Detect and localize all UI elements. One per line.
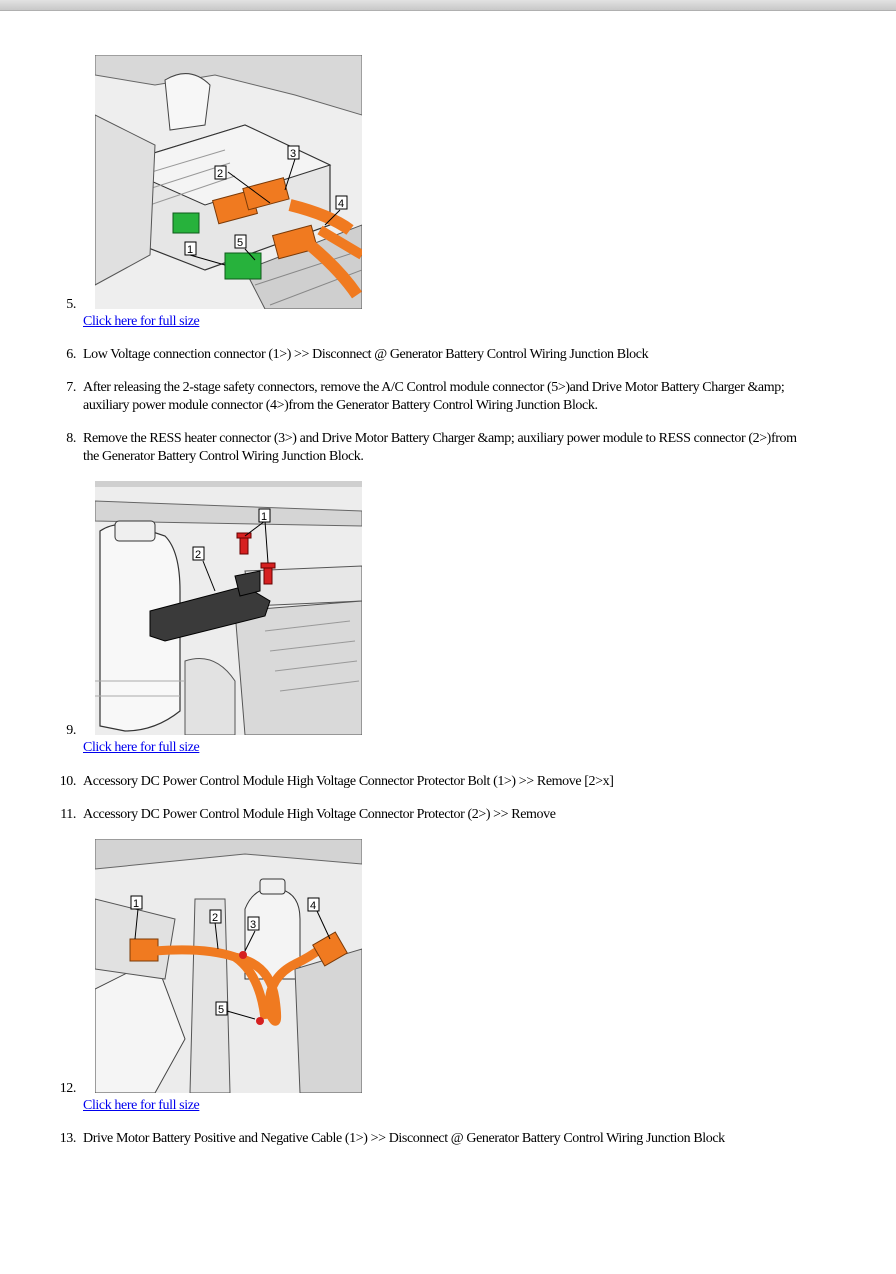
full-size-link-1[interactable]: Click here for full size (83, 314, 200, 329)
step-number: 6. (66, 347, 76, 362)
step-number: 11. (60, 807, 76, 822)
figure-3-callout-1: 1 (133, 898, 140, 910)
full-size-link-3[interactable]: Click here for full size (83, 1098, 200, 1113)
step-number: 10. (59, 774, 76, 789)
step-number: 13. (59, 1131, 76, 1146)
step-text: Accessory DC Power Control Module High Voltage Connector Protector (2>) >> Remove (83, 807, 556, 822)
step-number: 12. (59, 1081, 76, 1096)
step-number: 9. (66, 723, 76, 738)
figure-3-callout-3: 3 (250, 919, 257, 931)
figure-2-illustration (95, 481, 362, 735)
step-number: 8. (66, 431, 76, 446)
step-text: Low Voltage connection connector (1>) >> Disconnect @ Generator Battery Control Wiring Junction Block (83, 347, 649, 362)
full-size-link-2[interactable]: Click here for full size (83, 740, 200, 755)
figure-1-callout-5: 5 (237, 237, 244, 249)
figure-3-callout-4: 4 (310, 900, 317, 912)
figure-1-callout-3: 3 (290, 148, 297, 160)
figure-1-callout-2: 2 (217, 168, 224, 180)
figure-1-illustration (95, 55, 362, 309)
figure-3-illustration (95, 839, 362, 1093)
step-text-line-2: auxiliary power module connector (4>)from the Generator Battery Control Wiring Junction Block. (83, 398, 598, 413)
figure-3-callout-5: 5 (218, 1004, 225, 1016)
figure-1-callout-4: 4 (338, 198, 345, 210)
figure-1-callout-1: 1 (187, 244, 194, 256)
step-text-line-2: the Generator Battery Control Wiring Junction Block. (83, 449, 364, 464)
step-number: 7. (66, 380, 76, 395)
step-text-line-1: Remove the RESS heater connector (3>) and Drive Motor Battery Charger &amp; auxiliary power module to RESS connector (2>)from (83, 431, 797, 446)
step-text-line-1: After releasing the 2-stage safety connectors, remove the A/C Control module connector (5>)and Drive Motor Battery Charger &amp; (83, 380, 785, 395)
step-number: 5. (66, 297, 76, 312)
step-text: Accessory DC Power Control Module High Voltage Connector Protector Bolt (1>) >> Remove [2>x] (83, 774, 614, 789)
figure-2-callout-2: 2 (195, 549, 202, 561)
step-text: Drive Motor Battery Positive and Negative Cable (1>) >> Disconnect @ Generator Battery Control Wiring Junction Block (83, 1131, 725, 1146)
viewer-top-bar (0, 0, 896, 11)
figure-3-callout-2: 2 (212, 912, 219, 924)
figure-2-callout-1: 1 (261, 511, 268, 523)
